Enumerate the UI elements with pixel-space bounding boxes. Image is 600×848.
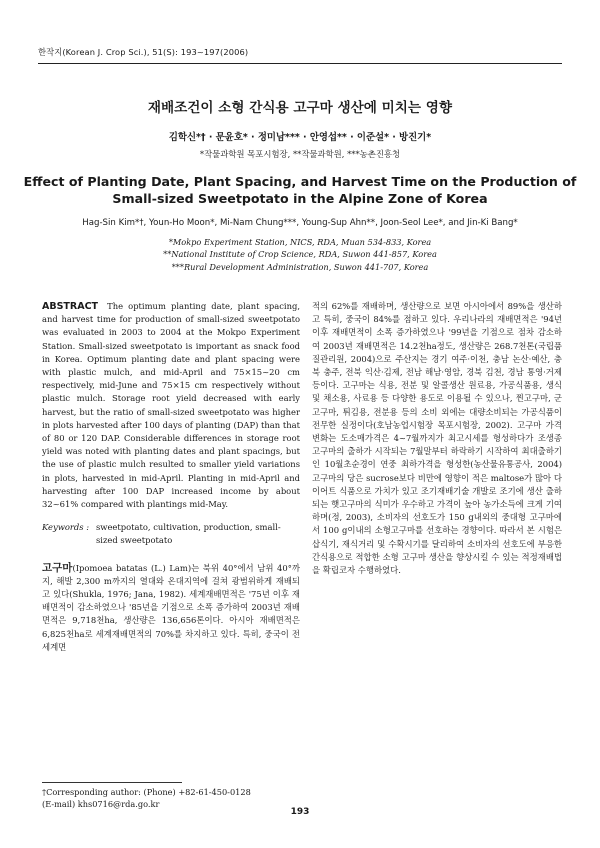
keywords-text: sweetpotato, cultivation, production, small-sized sweetpotato	[96, 522, 281, 546]
intro-paragraph	[42, 562, 300, 654]
keywords	[42, 521, 300, 547]
abstract-text: The optimum planting date, plant spacing, and harvest time for production of small-sized sweetpotato was evaluated in 2003 to 2004 at the Mokpo Experiment Station. Small-sized sweetpotato is important as snack food in Korea. Optimum planting date and plant spacing were with plastic mulch, and mid-April and 75×15~20 cm respectively, mid-June and 75×15 cm respectively without plastic mulch. Storage root yield decreased with early harvest, but the ratio of small-sized sweetpotato was higher in plots harvested after 100 days of planting (DAP) than that of 80 or 120 DAP. Considerable differences in storage root yield was noted with planting dates and plant spacings, but the use of plastic mulch resulted to smaller yield variations in plots, harvested in mid-April. Planting in mid-April and harvesting after 100 DAP increased income by about 32~61% compared with plantings mid-May.	[42, 301, 300, 510]
journal-header: 한작지(Korean J. Crop Sci.), 51(S): 193~197(2006)	[38, 47, 249, 57]
affiliation-line: ***Rural Development Administration, Suwon 441-707, Korea	[171, 261, 429, 272]
left-column	[42, 300, 300, 654]
intro-lead-word: 고구마	[42, 561, 73, 574]
title-korean: 재배조건이 소형 간식용 고구마 생산에 미치는 영향	[147, 100, 453, 116]
affiliation-line: **National Institute of Crop Science, RDA, Suwon 441-857, Korea	[163, 249, 437, 260]
footnote-email: (E-mail) khs0716@rda.go.kr	[42, 799, 160, 809]
footnote-rule	[42, 782, 182, 783]
intro-text-right: 적의 62%를 재배하며, 생산량으로 보면 아시아에서 89%을 생산하고 특히, 중국이 84%를 점하고 있다. 우리나라의 재배면적은 '94년 이후 재배면적이 소폭 증가하였으나 '99년을 기점으로 점차 감소하여 2003년 재배면적은 14.2천ha정도, 생산량은 268.7천톤(국립품질관리원, 2004)으로 주산지는 경기 여주·이천, 충남 논산·예산, 충북 충주, 전북 익산·김제, 전남 해남·영암, 경북 김천, 경남 통영·거제 등이다. 고구마는 식용, 전분 및 알콜생산 원료용, 가공식품용, 생식 및 채소용, 사료용 등 다양한 용도로 이용될 수 있으나, 찐고구마, 군고구마, 튀김용, 전분용 등의 소비 외에는 대량소비되는 가공식품이 전무한 실정이다(호남농업시험장 목포시험장, 2002). 고구마 가격 변화는 도소매가격은 4~7월까지가 최고시세를 형성하다가 조생종 고구마의 출하가 시작되는 7월말부터 하락하기 시작하여 최대출하기인 10월초순경이 연중 최하가격을 형성한(농산물유통공사, 2004) 고구마의 당은 sucrose보다 비만에 영향이 적은 maltose가 많아 다이어트 식품으로 가치가 있고 조기재배기술 개발로 조기에 생산 출하되는 햇고구마의 식미가 우수하고 가격이 높아 농가소득에 크게 기여하며(정, 2003), 소비자의 선호도가 150 g내외의 중대형 고구마에서 100 g이내의 소형고구마를 선호하는 경향이다. 따라서 본 시험은 삽식기, 재식거리 및 수확시기를 달리하여 소비자의 선호도에 부응한 간식용으로 적합한 소형 고구마 생산을 향상시킬 수 있는 적정재배법을 확립코자 수행하였다.	[312, 301, 562, 576]
authors-english: Hag-Sin Kim*†, Youn-Ho Moon*, Mi-Nam Chung***, Young-Sup Ahn**, Joon-Seol Lee*, and Jin-Ki Bang*	[82, 218, 518, 228]
right-column	[312, 300, 562, 577]
authors-korean: 김학신*† · 문윤호* · 정미남*** · 안영섭** · 이준설* · 방진기*	[168, 132, 432, 143]
header-rule	[38, 63, 562, 64]
abstract	[42, 300, 300, 511]
affiliation-line: *Mokpo Experiment Station, NICS, RDA, Muan 534-833, Korea	[168, 237, 432, 247]
abstract-heading: ABSTRACT	[42, 301, 99, 312]
affiliations-english	[0, 236, 600, 273]
title-english: Effect of Planting Date, Plant Spacing, and Harvest Time on the Production of Small-sized Sweetpotato in the Alpine Zone of Korea	[23, 174, 577, 206]
keywords-heading: Keywords :	[42, 522, 90, 533]
intro-text-left: (Ipomoea batatas (L.) Lam)는 북위 40°에서 남위 40°까지, 해발 2,300 m까지의 열대와 온대지역에 걸쳐 광범위하게 재배되고 있다(Shukla, 1976; Jana, 1982). 세계재배면적은 '75년 이후 재배면적이 감소하였으나 '85년을 기점으로 소폭 증가하여 2003년 재배면적은 9,718천ha, 생산량은 136,656톤이다. 아시아 재배면적은 6,825천ha로 세계재배면적의 70%를 차지하고 있다. 특히, 중국이 전세계면	[42, 562, 300, 652]
footnote-corresponding: †Corresponding author: (Phone) +82-61-450-0128	[42, 787, 251, 797]
affiliations-korean: *작물과학원 목포시험장, **작물과학원, ***농촌진흥청	[199, 149, 401, 159]
page-number: 193	[290, 807, 310, 817]
